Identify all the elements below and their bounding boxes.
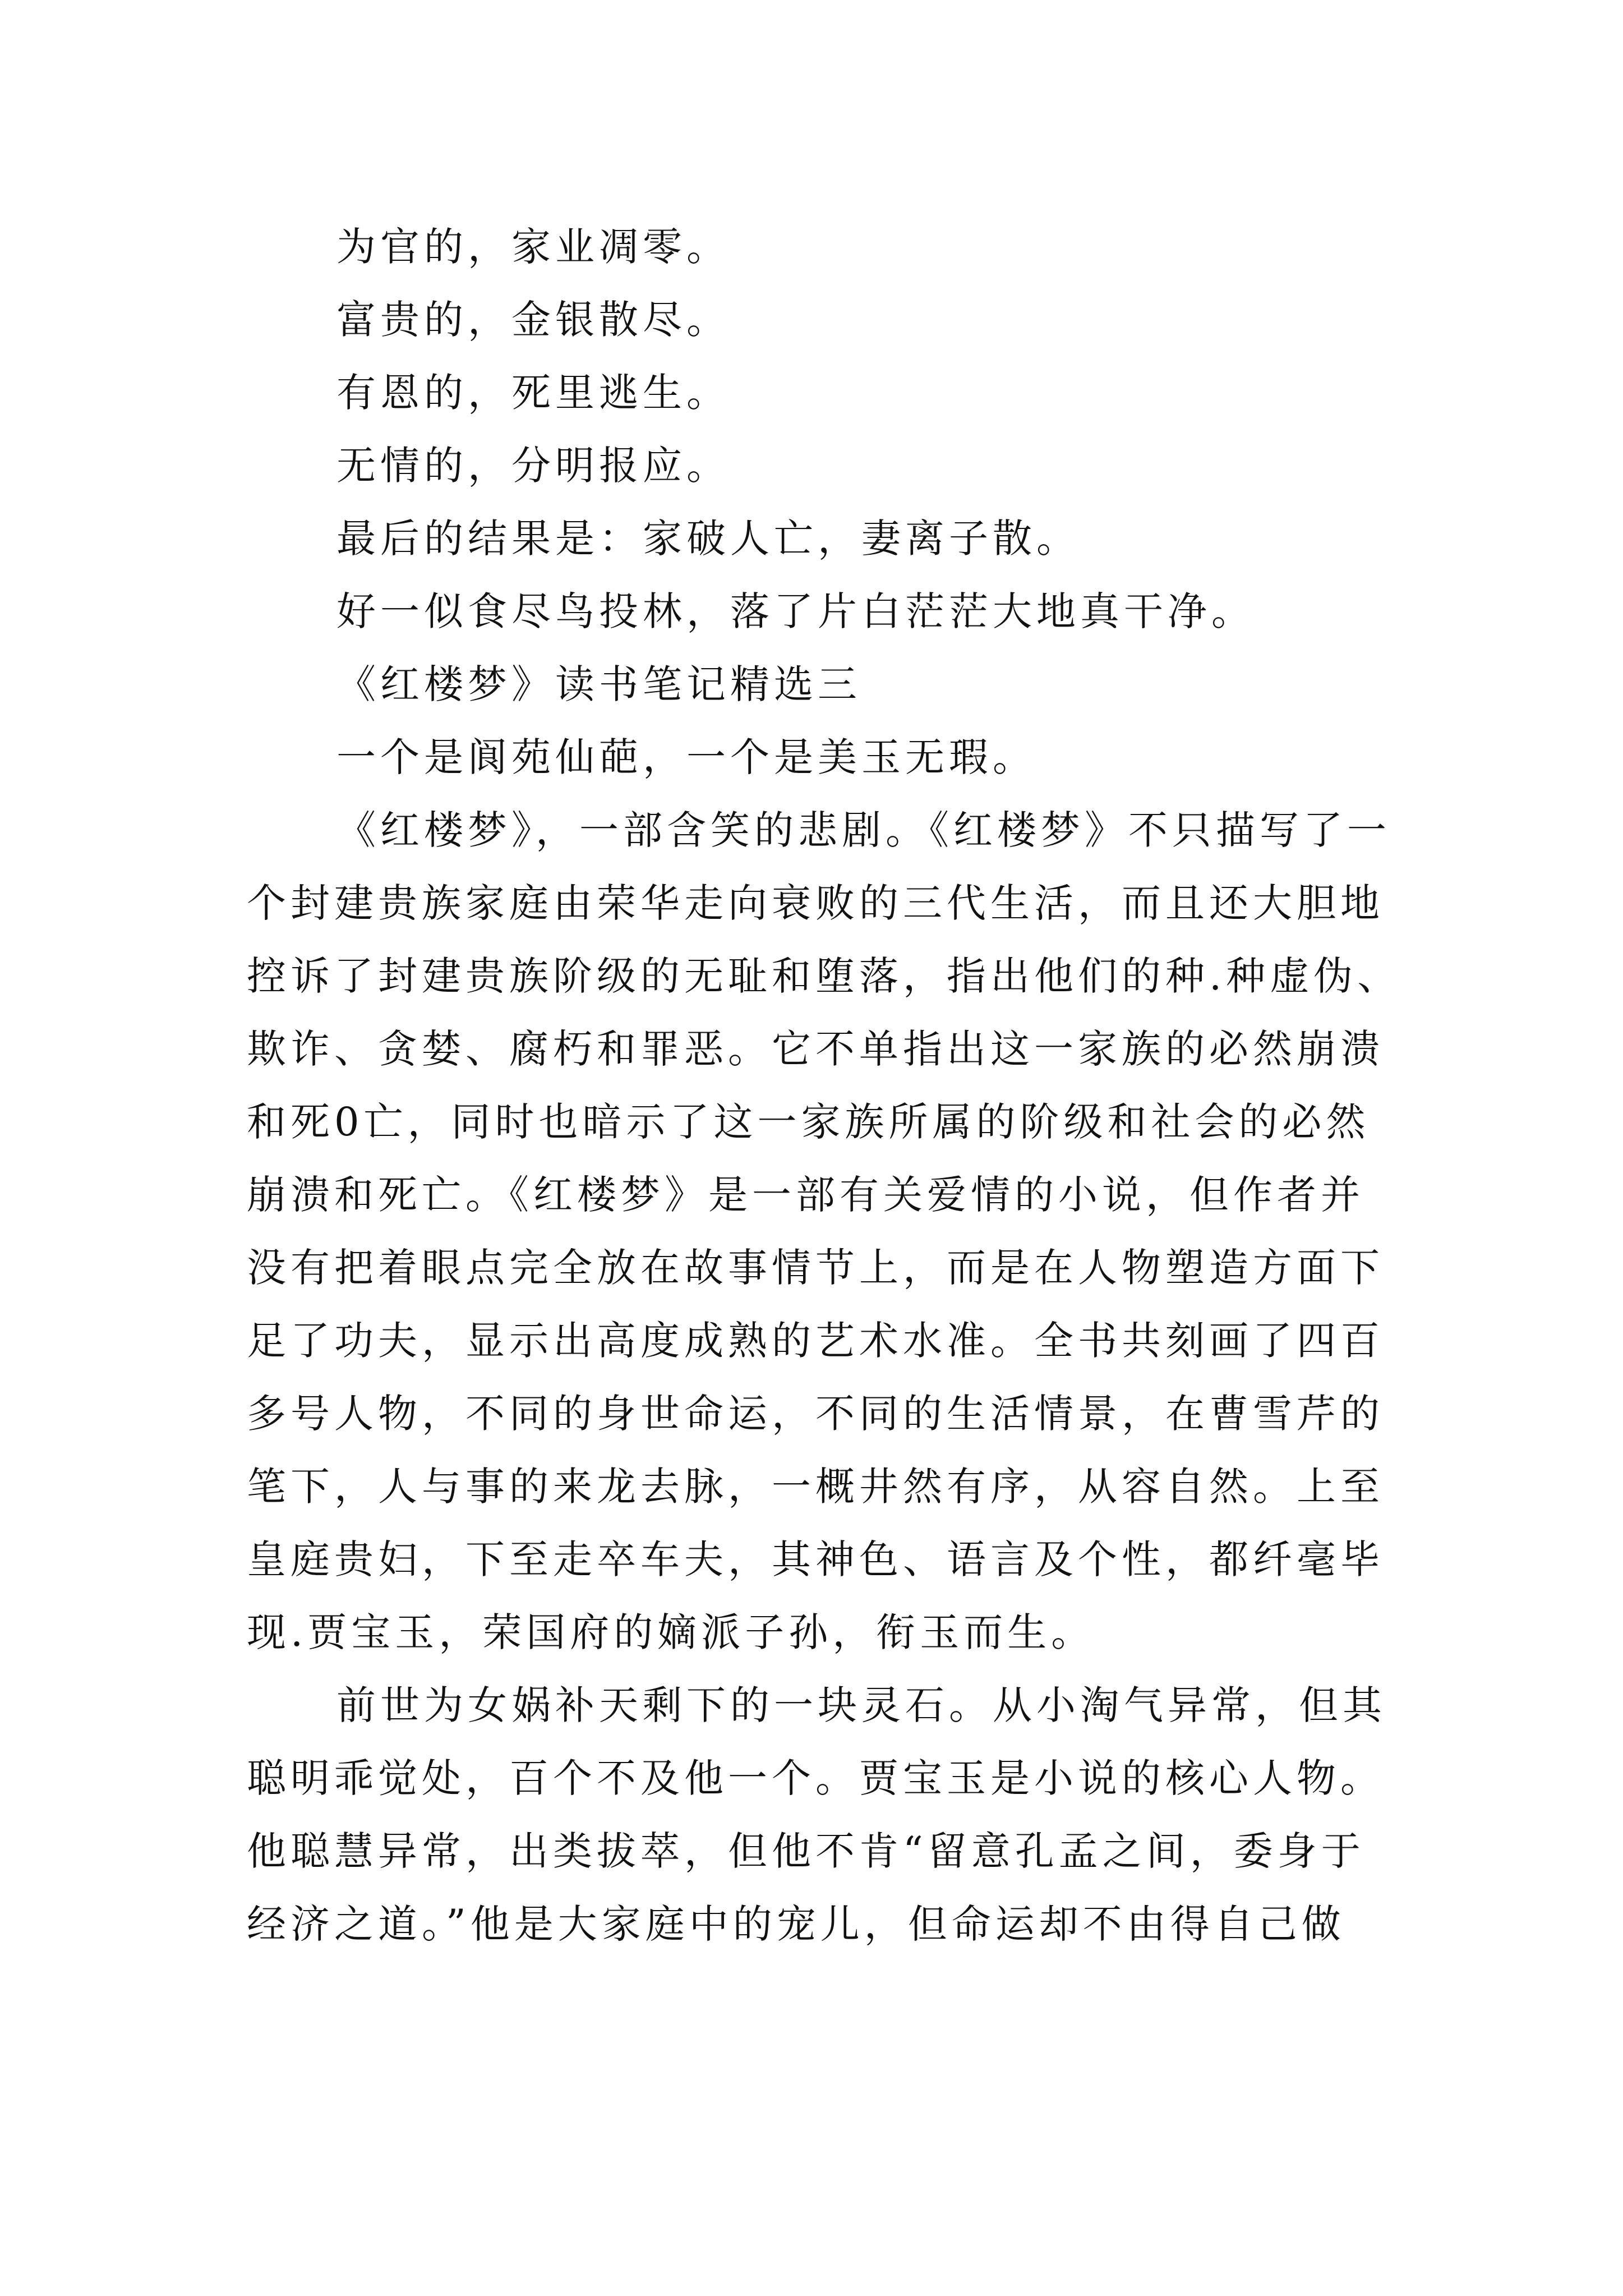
paragraph-line: 崩溃和死亡。《红楼梦》是一部有关爱情的小说，但作者并 xyxy=(247,1172,1364,1218)
paragraph-line: 和死0亡，同时也暗示了这一家族所属的阶级和社会的必然 xyxy=(247,1099,1370,1145)
paragraph-line: 他聪慧异常，出类拔萃，但他不肯“留意孔孟之间，委身于 xyxy=(247,1828,1365,1874)
text-line: 一个是阆苑仙葩，一个是美玉无瑕。 xyxy=(336,734,1036,780)
paragraph-line: 笔下，人与事的来龙去脉，一概井然有序，从容自然。上至 xyxy=(247,1464,1384,1510)
paragraph-line: 前世为女娲补天剩下的一块灵石。从小淘气异常，但其 xyxy=(336,1682,1386,1728)
paragraph-line: 《红楼梦》，一部含笑的悲剧。《红楼梦》不只描写了一 xyxy=(336,807,1391,853)
paragraph-line: 足了功夫，显示出高度成熟的艺术水准。全书共刻画了四百 xyxy=(247,1318,1384,1364)
text-line: 富贵的，金银散尽。 xyxy=(336,297,730,343)
paragraph-line: 多号人物，不同的身世命运，不同的生活情景，在曹雪芹的 xyxy=(247,1391,1384,1437)
text-line: 有恩的，死里逃生。 xyxy=(336,370,730,416)
paragraph-line: 控诉了封建贵族阶级的无耻和堕落，指出他们的种.种虚伪、 xyxy=(247,953,1401,999)
text-line: 好一似食尽鸟投林，落了片白茫茫大地真干净。 xyxy=(336,588,1255,634)
text-line: 最后的结果是：家破人亡，妻离子散。 xyxy=(336,516,1080,562)
paragraph-line: 皇庭贵妇，下至走卒车夫，其神色、语言及个性，都纤毫毕 xyxy=(247,1536,1384,1582)
paragraph-line: 没有把着眼点完全放在故事情节上，而是在人物塑造方面下 xyxy=(247,1245,1384,1291)
paragraph-line: 现.贾宝玉，荣国府的嫡派子孙，衔玉而生。 xyxy=(247,1609,1095,1655)
text-line: 为官的，家业凋零。 xyxy=(336,224,730,270)
section-heading: 《红楼梦》读书笔记精选三 xyxy=(336,661,861,707)
text-line: 无情的，分明报应。 xyxy=(336,443,730,489)
paragraph-line: 个封建贵族家庭由荣华走向衰败的三代生活，而且还大胆地 xyxy=(247,880,1384,926)
paragraph-line: 欺诈、贪婪、腐朽和罪恶。它不单指出这一家族的必然崩溃 xyxy=(247,1026,1384,1072)
paragraph-line: 聪明乖觉处，百个不及他一个。贾宝玉是小说的核心人物。 xyxy=(247,1755,1384,1801)
paragraph-line: 经济之道。”他是大家庭中的宠儿，但命运却不由得自己做 xyxy=(247,1901,1345,1947)
